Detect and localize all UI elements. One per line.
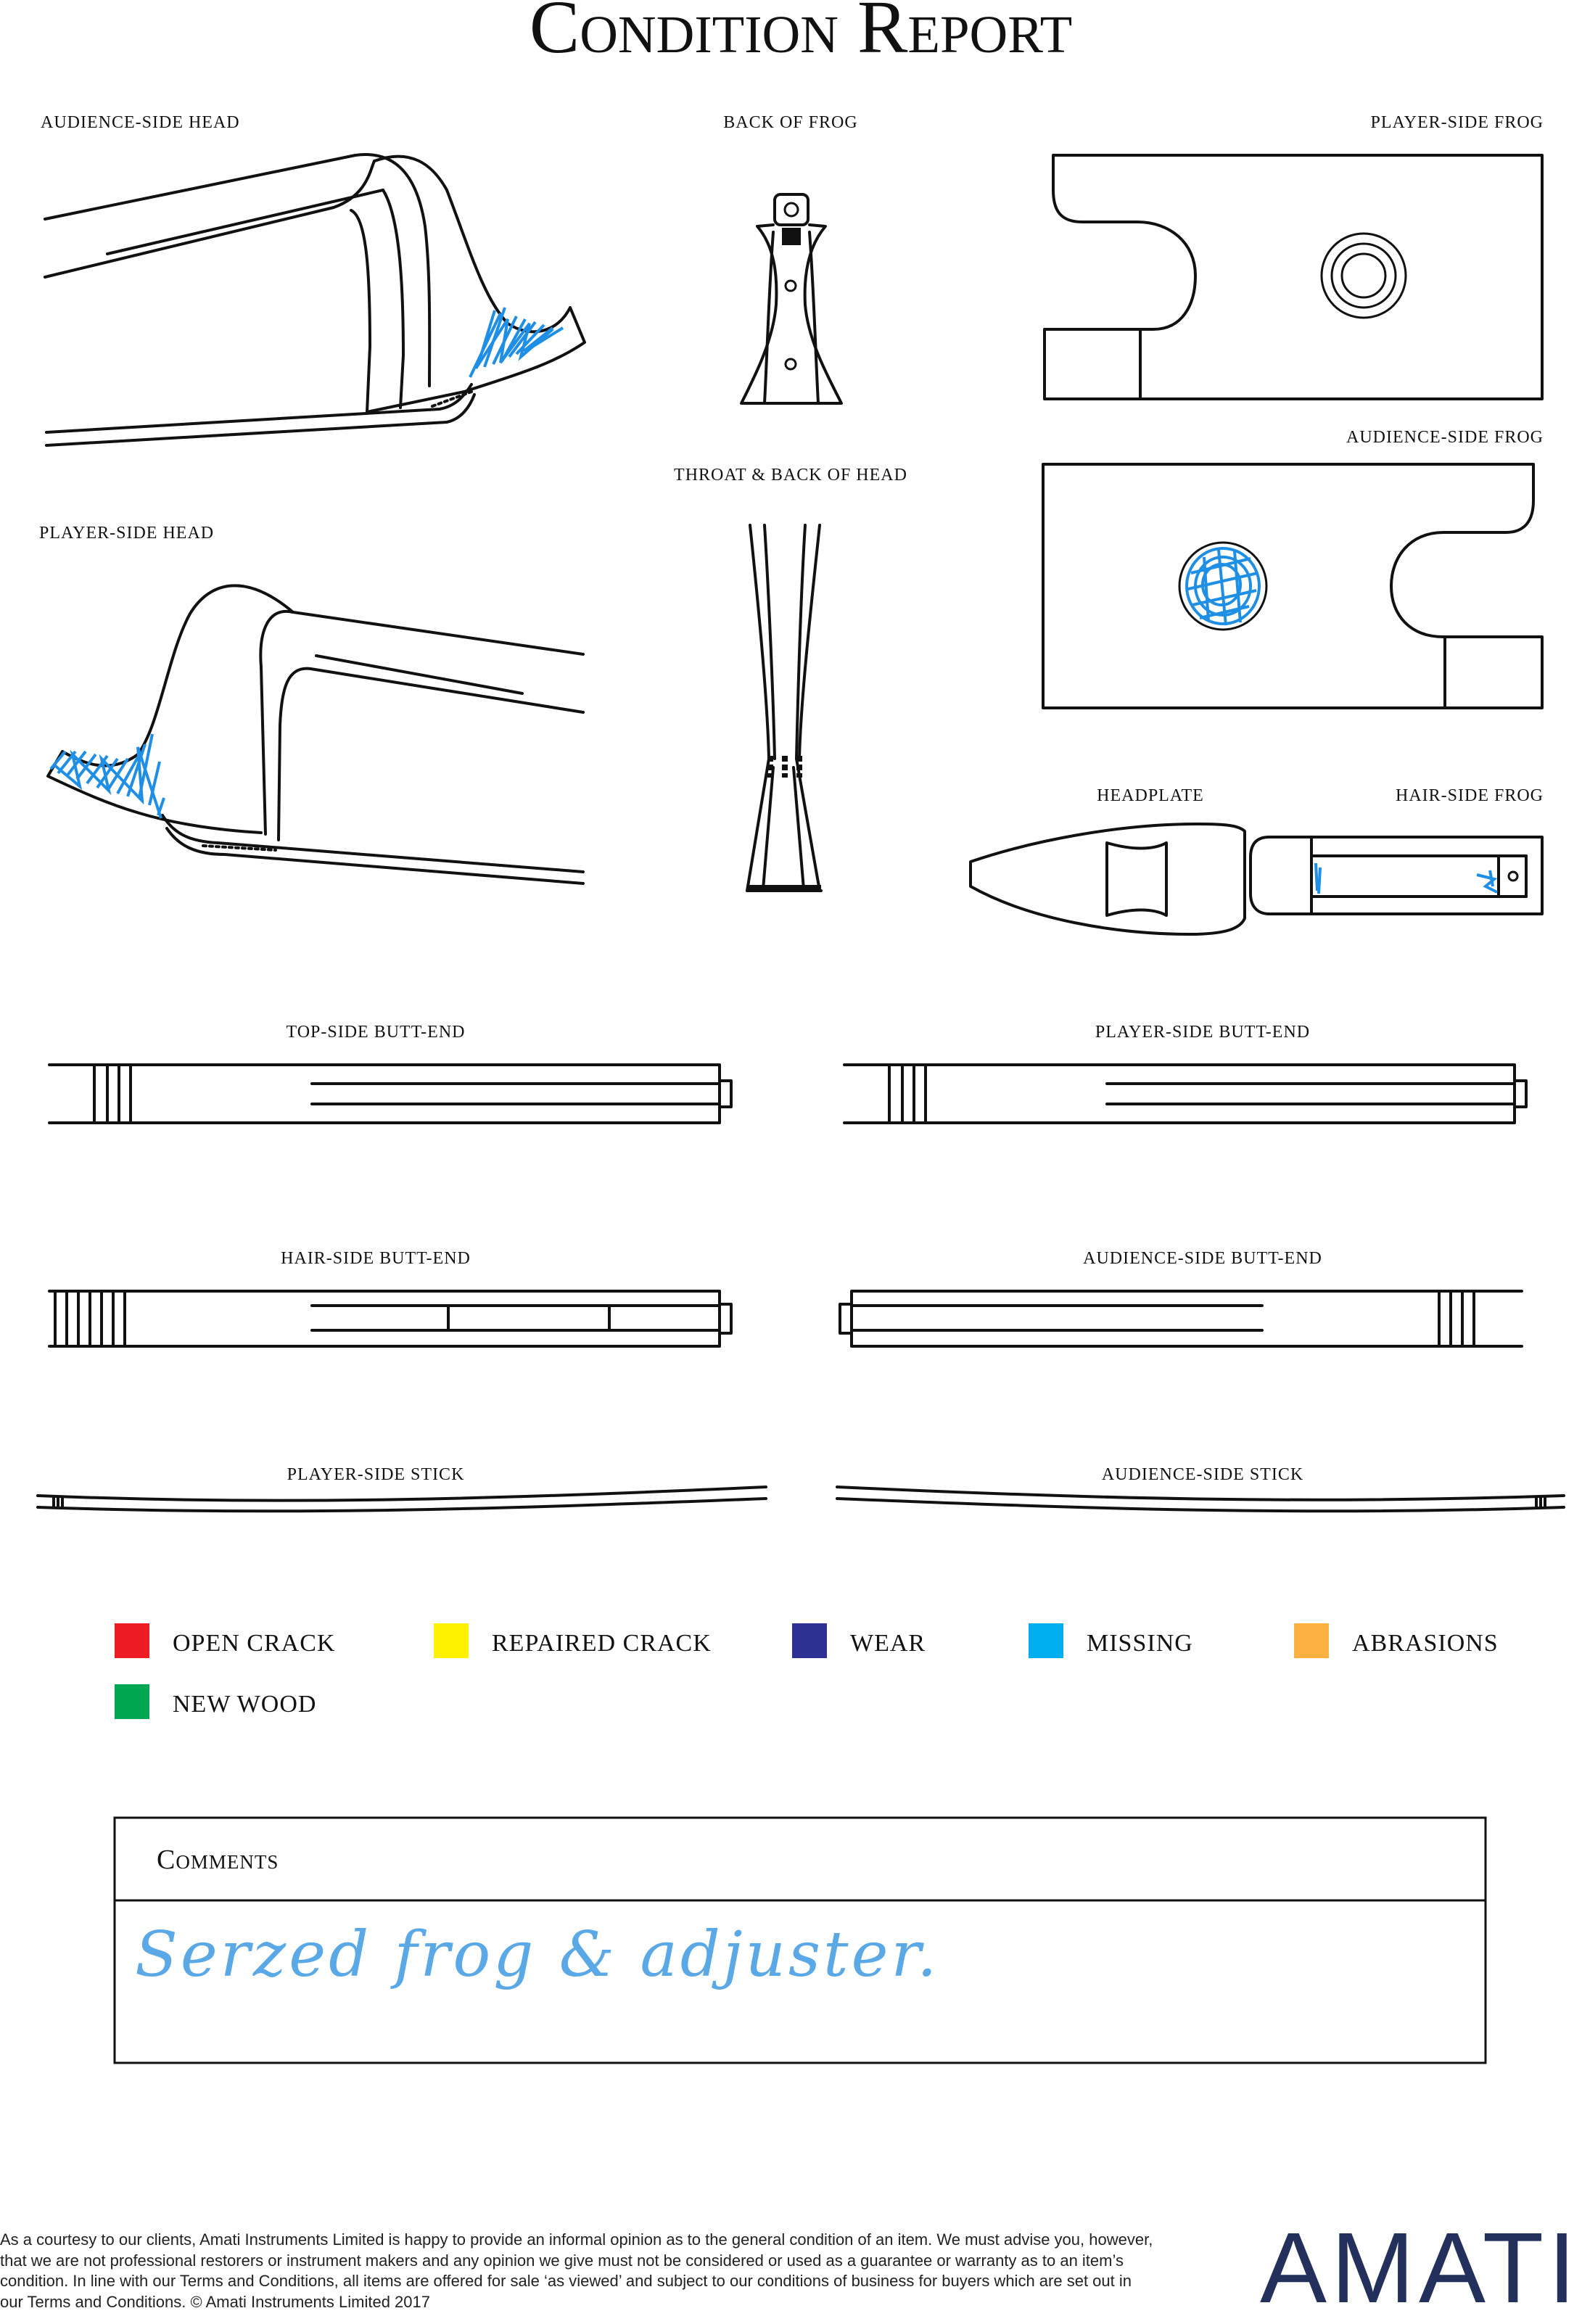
legend-label-abrasions: ABRASIONS — [1352, 1630, 1499, 1657]
legend-swatch-abrasions — [1294, 1623, 1329, 1658]
diagram-back-of-frog — [741, 194, 841, 403]
label-audience-side-butt-end: AUDIENCE-SIDE BUTT-END — [1083, 1249, 1322, 1268]
label-player-side-head: PLAYER-SIDE HEAD — [39, 524, 215, 543]
diagram-audience-side-stick — [837, 1487, 1564, 1511]
label-audience-side-frog: AUDIENCE-SIDE FROG — [1346, 428, 1544, 447]
diagram-audience-side-frog — [1043, 464, 1542, 708]
comments-heading: Comments — [157, 1845, 279, 1875]
legend-label-missing: MISSING — [1087, 1630, 1193, 1657]
label-throat-back-of-head: THROAT & BACK OF HEAD — [674, 466, 907, 485]
diagram-audience-side-head — [45, 154, 585, 445]
diagram-headplate — [971, 824, 1245, 934]
legend-label-new-wood: NEW WOOD — [173, 1691, 317, 1718]
comments-handwriting: Serzed frog & adjuster. — [135, 1919, 940, 1991]
disclaimer-text: As a courtesy to our clients, Amati Instruments Limited is happy to provide an informal opinion as to the general condition of an item. We must advise you, however, that we are not professional restorers or instrument makers and any opinion we give must not be considered or used as a guarantee or warranty as to an item’s condition. In line with our Terms and Conditions, all items are offered for sale ‘as viewed’ and subject to our conditions of business for buyers which are set out in our Terms and Conditions. © Amati Instruments Limited 2017 — [0, 2230, 1153, 2311]
legend-swatch-repaired-crack — [434, 1623, 469, 1658]
brand-logo: AMATI — [1260, 2212, 1581, 2324]
comments-box — [115, 1818, 1486, 2063]
diagram-player-side-stick — [38, 1487, 766, 1511]
legend-swatch-wear — [792, 1623, 827, 1658]
label-player-side-frog: PLAYER-SIDE FROG — [1370, 113, 1544, 132]
legend-label-open-crack: OPEN CRACK — [173, 1630, 336, 1657]
label-player-side-butt-end: PLAYER-SIDE BUTT-END — [1095, 1023, 1311, 1042]
label-back-of-frog: BACK OF FROG — [723, 113, 858, 132]
diagram-player-side-frog — [1045, 155, 1542, 399]
label-top-side-butt-end: TOP-SIDE BUTT-END — [286, 1023, 466, 1042]
page-title: Condition Report — [529, 0, 1073, 69]
diagram-top-side-butt-end — [49, 1065, 731, 1123]
diagram-player-side-butt-end — [844, 1065, 1526, 1123]
legend-swatch-missing — [1029, 1623, 1063, 1658]
label-player-side-stick: PLAYER-SIDE STICK — [287, 1465, 465, 1484]
diagram-player-side-head — [48, 585, 583, 883]
label-audience-side-stick: AUDIENCE-SIDE STICK — [1101, 1465, 1304, 1484]
legend-swatch-new-wood — [115, 1684, 149, 1719]
legend-label-wear: WEAR — [850, 1630, 926, 1657]
label-hair-side-butt-end: HAIR-SIDE BUTT-END — [281, 1249, 471, 1268]
label-headplate: HEADPLATE — [1097, 786, 1204, 805]
legend — [115, 1623, 1499, 1719]
diagram-audience-side-butt-end — [840, 1291, 1522, 1346]
legend-label-repaired-crack: REPAIRED CRACK — [492, 1630, 712, 1657]
diagram-hair-side-frog — [1251, 837, 1542, 914]
legend-swatch-open-crack — [115, 1623, 149, 1658]
diagram-hair-side-butt-end — [49, 1291, 731, 1346]
label-hair-side-frog: HAIR-SIDE FROG — [1395, 786, 1544, 805]
label-audience-side-head: AUDIENCE-SIDE HEAD — [41, 113, 240, 132]
diagram-throat-back-of-head — [747, 525, 821, 891]
